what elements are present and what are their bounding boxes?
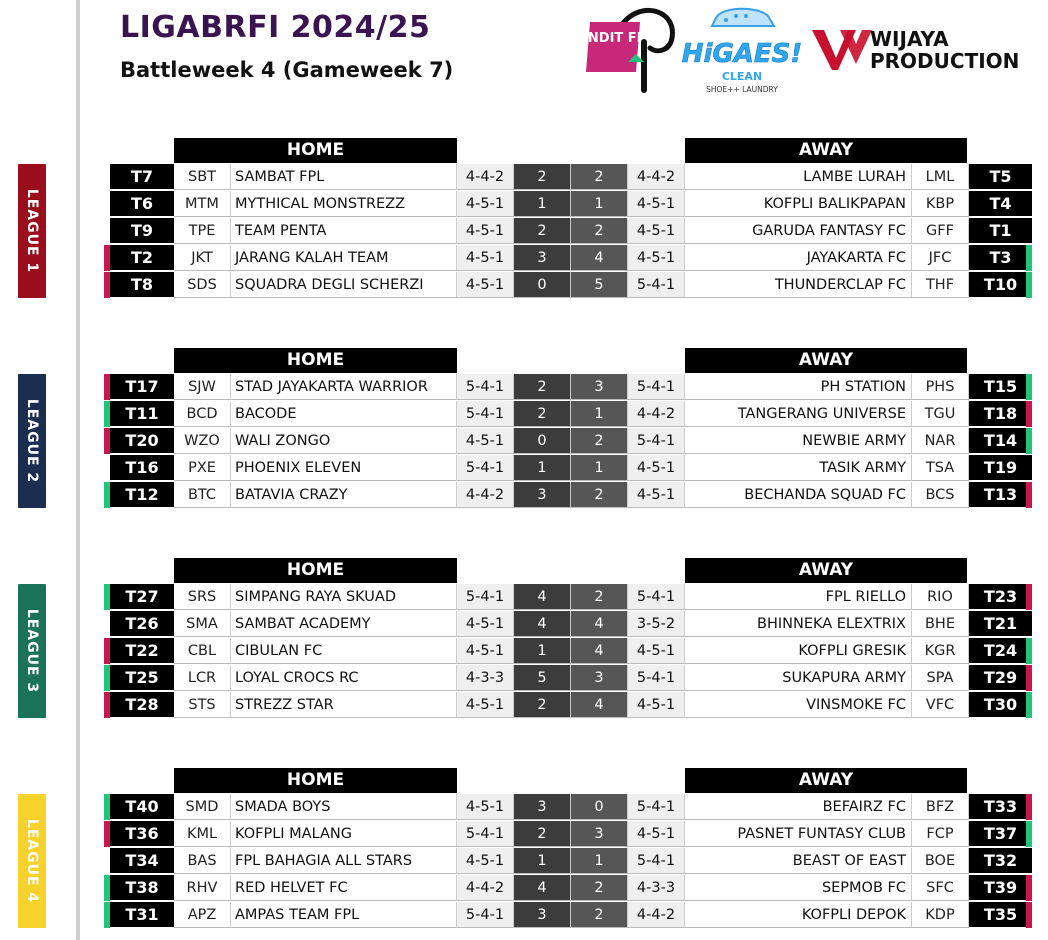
away-score: 2: [571, 584, 628, 610]
loss-marker: [1026, 665, 1032, 691]
home-team-id: T17: [110, 374, 174, 400]
home-score: 1: [514, 455, 571, 481]
home-score: 4: [514, 611, 571, 637]
away-team-id: T3: [969, 245, 1032, 271]
home-team-id: T7: [110, 164, 174, 190]
away-formation: 4-5-1: [628, 482, 685, 508]
away-team-id: T13: [969, 482, 1032, 508]
away-team-name: BEFAIRZ FC: [685, 794, 912, 820]
match-row: [110, 794, 1032, 821]
wijaya-text-2: PRODUCTION: [870, 49, 1020, 73]
match-row: [110, 374, 1032, 401]
home-team-name: RED HELVET FC: [231, 875, 457, 901]
away-team-id: T39: [969, 875, 1032, 901]
match-row: [110, 875, 1032, 902]
home-team-name: BATAVIA CRAZY: [231, 482, 457, 508]
home-score: 3: [514, 794, 571, 820]
away-formation: 4-5-1: [628, 455, 685, 481]
home-team-name: STREZZ STAR: [231, 692, 457, 718]
win-marker: [1026, 245, 1032, 271]
away-formation: 5-4-1: [628, 428, 685, 454]
home-formation: 4-4-2: [457, 164, 514, 190]
away-team-name: VINSMOKE FC: [685, 692, 912, 718]
away-team-name: BHINNEKA ELEXTRIX: [685, 611, 912, 637]
home-team-id: T16: [110, 455, 174, 481]
home-score: 2: [514, 401, 571, 427]
home-formation: 4-5-1: [457, 848, 514, 874]
away-score: 1: [571, 401, 628, 427]
win-marker: [1026, 428, 1032, 454]
home-formation: 4-5-1: [457, 638, 514, 664]
home-team-abbr: SMD: [174, 794, 231, 820]
away-team-id: T15: [969, 374, 1032, 400]
higaes-clean: CLEAN: [721, 70, 763, 83]
away-team-abbr: BOE: [912, 848, 969, 874]
away-formation: 4-5-1: [628, 218, 685, 244]
home-team-abbr: BAS: [174, 848, 231, 874]
loss-marker: [104, 374, 110, 400]
away-team-id: T4: [969, 191, 1032, 217]
pandit-fpl-logo: [569, 4, 678, 96]
win-marker: [104, 482, 110, 508]
away-formation: 4-5-1: [628, 638, 685, 664]
away-team-name: NEWBIE ARMY: [685, 428, 912, 454]
higaes-title: HiGAES!: [681, 39, 803, 69]
away-score: 0: [571, 794, 628, 820]
home-team-name: SIMPANG RAYA SKUAD: [231, 584, 457, 610]
away-header: AWAY: [685, 348, 967, 373]
home-team-name: FPL BAHAGIA ALL STARS: [231, 848, 457, 874]
home-header: HOME: [174, 348, 457, 373]
away-team-id: T32: [969, 848, 1032, 874]
away-team-name: PH STATION: [685, 374, 912, 400]
league-fixtures-table: [110, 768, 1032, 928]
win-marker: [104, 665, 110, 691]
away-score: 3: [571, 821, 628, 847]
away-team-name: LAMBE LURAH: [685, 164, 912, 190]
match-row: [110, 191, 1032, 218]
loss-marker: [104, 428, 110, 454]
win-marker: [1026, 821, 1032, 847]
away-team-abbr: NAR: [912, 428, 969, 454]
league-label-text: LEAGUE 4: [24, 818, 40, 904]
league-label: [18, 584, 46, 718]
home-formation: 4-5-1: [457, 191, 514, 217]
home-formation: 4-5-1: [457, 218, 514, 244]
home-team-id: T36: [110, 821, 174, 847]
home-formation: 4-5-1: [457, 611, 514, 637]
away-team-abbr: KDP: [912, 902, 969, 928]
home-team-id: T25: [110, 665, 174, 691]
home-team-id: T12: [110, 482, 174, 508]
home-team-id: T40: [110, 794, 174, 820]
away-team-name: JAYAKARTA FC: [685, 245, 912, 271]
away-header: AWAY: [685, 558, 967, 583]
home-score: 1: [514, 191, 571, 217]
left-divider: [76, 0, 80, 940]
away-team-id: T21: [969, 611, 1032, 637]
match-row: [110, 428, 1032, 455]
home-header: HOME: [174, 558, 457, 583]
away-team-name: PASNET FUNTASY CLUB: [685, 821, 912, 847]
home-team-name: MYTHICAL MONSTREZZ: [231, 191, 457, 217]
home-formation: 4-5-1: [457, 692, 514, 718]
home-team-name: SQUADRA DEGLI SCHERZI: [231, 272, 457, 298]
away-team-abbr: BHE: [912, 611, 969, 637]
away-team-name: KOFPLI BALIKPAPAN: [685, 191, 912, 217]
match-row: [110, 482, 1032, 509]
away-team-id: T24: [969, 638, 1032, 664]
loss-marker: [104, 245, 110, 271]
home-formation: 4-4-2: [457, 482, 514, 508]
home-team-name: JARANG KALAH TEAM: [231, 245, 457, 271]
away-score: 5: [571, 272, 628, 298]
home-team-id: T20: [110, 428, 174, 454]
match-row: [110, 848, 1032, 875]
home-score: 0: [514, 428, 571, 454]
league-fixtures-table: [110, 348, 1032, 508]
away-formation: 5-4-1: [628, 374, 685, 400]
away-team-id: T23: [969, 584, 1032, 610]
home-team-id: T9: [110, 218, 174, 244]
home-score: 2: [514, 374, 571, 400]
home-score: 4: [514, 584, 571, 610]
home-team-name: WALI ZONGO: [231, 428, 457, 454]
away-formation: 5-4-1: [628, 848, 685, 874]
home-team-abbr: BCD: [174, 401, 231, 427]
away-score: 3: [571, 665, 628, 691]
home-score: 1: [514, 638, 571, 664]
away-team-abbr: LML: [912, 164, 969, 190]
win-marker: [104, 875, 110, 901]
home-team-abbr: SJW: [174, 374, 231, 400]
home-team-name: SAMBAT FPL: [231, 164, 457, 190]
match-row: [110, 665, 1032, 692]
home-score: 5: [514, 665, 571, 691]
away-team-abbr: THF: [912, 272, 969, 298]
home-team-abbr: SMA: [174, 611, 231, 637]
league-label-text: LEAGUE 1: [24, 188, 40, 274]
home-formation: 4-5-1: [457, 794, 514, 820]
away-team-abbr: KBP: [912, 191, 969, 217]
home-score: 3: [514, 482, 571, 508]
home-formation: 5-4-1: [457, 821, 514, 847]
home-team-id: T6: [110, 191, 174, 217]
match-row: [110, 272, 1032, 299]
away-score: 4: [571, 611, 628, 637]
home-header: HOME: [174, 138, 457, 163]
away-header: AWAY: [685, 138, 967, 163]
home-formation: 5-4-1: [457, 374, 514, 400]
away-team-name: SUKAPURA ARMY: [685, 665, 912, 691]
away-team-id: T19: [969, 455, 1032, 481]
win-marker: [1026, 638, 1032, 664]
home-team-abbr: SDS: [174, 272, 231, 298]
home-team-name: AMPAS TEAM FPL: [231, 902, 457, 928]
home-formation: 5-4-1: [457, 455, 514, 481]
match-row: [110, 245, 1032, 272]
match-row: [110, 218, 1032, 245]
away-team-name: THUNDERCLAP FC: [685, 272, 912, 298]
home-team-name: STAD JAYAKARTA WARRIOR: [231, 374, 457, 400]
away-team-id: T1: [969, 218, 1032, 244]
away-score: 4: [571, 692, 628, 718]
match-row: [110, 584, 1032, 611]
home-score: 2: [514, 164, 571, 190]
away-score: 2: [571, 164, 628, 190]
away-formation: 5-4-1: [628, 794, 685, 820]
home-team-abbr: SBT: [174, 164, 231, 190]
loss-marker: [104, 638, 110, 664]
away-team-name: TANGERANG UNIVERSE: [685, 401, 912, 427]
win-marker: [1026, 272, 1032, 298]
away-formation: 4-4-2: [628, 401, 685, 427]
home-team-abbr: SRS: [174, 584, 231, 610]
away-team-name: TASIK ARMY: [685, 455, 912, 481]
home-score: 2: [514, 218, 571, 244]
page-title: LIGABRFI 2024/25: [120, 10, 431, 45]
home-formation: 4-4-2: [457, 875, 514, 901]
away-header: AWAY: [685, 768, 967, 793]
home-score: 4: [514, 875, 571, 901]
away-score: 1: [571, 848, 628, 874]
away-formation: 3-5-2: [628, 611, 685, 637]
away-team-abbr: FCP: [912, 821, 969, 847]
home-team-abbr: STS: [174, 692, 231, 718]
away-formation: 4-3-3: [628, 875, 685, 901]
home-team-id: T34: [110, 848, 174, 874]
away-team-abbr: PHS: [912, 374, 969, 400]
page-subtitle: Battleweek 4 (Gameweek 7): [120, 58, 454, 82]
match-row: [110, 902, 1032, 929]
home-score: 2: [514, 692, 571, 718]
loss-marker: [104, 692, 110, 718]
home-team-id: T22: [110, 638, 174, 664]
match-row: [110, 401, 1032, 428]
away-score: 2: [571, 482, 628, 508]
league-fixtures-table: [110, 558, 1032, 718]
home-formation: 4-3-3: [457, 665, 514, 691]
home-score: 1: [514, 848, 571, 874]
home-team-name: BACODE: [231, 401, 457, 427]
loss-marker: [1026, 902, 1032, 928]
away-team-abbr: TGU: [912, 401, 969, 427]
away-score: 4: [571, 638, 628, 664]
home-team-name: LOYAL CROCS RC: [231, 665, 457, 691]
league-label: [18, 794, 46, 928]
loss-marker: [1026, 875, 1032, 901]
home-team-name: PHOENIX ELEVEN: [231, 455, 457, 481]
home-score: 3: [514, 902, 571, 928]
home-score: 2: [514, 821, 571, 847]
win-marker: [104, 401, 110, 427]
home-team-name: KOFPLI MALANG: [231, 821, 457, 847]
home-team-abbr: JKT: [174, 245, 231, 271]
home-team-id: T28: [110, 692, 174, 718]
away-score: 2: [571, 428, 628, 454]
home-formation: 5-4-1: [457, 401, 514, 427]
away-team-id: T37: [969, 821, 1032, 847]
league-label: [18, 164, 46, 298]
away-score: 4: [571, 245, 628, 271]
home-team-abbr: WZO: [174, 428, 231, 454]
home-formation: 5-4-1: [457, 902, 514, 928]
home-team-abbr: MTM: [174, 191, 231, 217]
home-team-id: T26: [110, 611, 174, 637]
higaes-tagline: SHOE++ LAUNDRY: [706, 85, 778, 94]
win-marker: [104, 794, 110, 820]
away-team-id: T18: [969, 401, 1032, 427]
away-team-name: KOFPLI DEPOK: [685, 902, 912, 928]
home-header: HOME: [174, 768, 457, 793]
away-formation: 5-4-1: [628, 665, 685, 691]
home-team-name: CIBULAN FC: [231, 638, 457, 664]
home-team-id: T38: [110, 875, 174, 901]
higaes-logo: [681, 4, 803, 96]
home-team-id: T2: [110, 245, 174, 271]
home-formation: 4-5-1: [457, 272, 514, 298]
wijaya-production-logo: [810, 24, 1030, 74]
away-team-id: T10: [969, 272, 1032, 298]
home-score: 0: [514, 272, 571, 298]
win-marker: [104, 902, 110, 928]
match-row: [110, 638, 1032, 665]
away-team-name: BECHANDA SQUAD FC: [685, 482, 912, 508]
away-formation: 4-5-1: [628, 245, 685, 271]
league-label-text: LEAGUE 2: [24, 398, 40, 484]
home-formation: 4-5-1: [457, 245, 514, 271]
away-team-name: FPL RIELLO: [685, 584, 912, 610]
home-team-abbr: PXE: [174, 455, 231, 481]
away-score: 1: [571, 455, 628, 481]
home-team-abbr: BTC: [174, 482, 231, 508]
home-team-name: SMADA BOYS: [231, 794, 457, 820]
match-row: [110, 821, 1032, 848]
match-row: [110, 455, 1032, 482]
match-row: [110, 164, 1032, 191]
wijaya-text-1: WIJAYA: [870, 27, 949, 51]
away-formation: 5-4-1: [628, 272, 685, 298]
loss-marker: [1026, 401, 1032, 427]
home-formation: 5-4-1: [457, 584, 514, 610]
away-team-id: T29: [969, 665, 1032, 691]
pandit-logo-text: PANDIT FPL: [569, 31, 655, 46]
away-team-abbr: TSA: [912, 455, 969, 481]
match-row: [110, 611, 1032, 638]
away-team-name: KOFPLI GRESIK: [685, 638, 912, 664]
home-team-abbr: APZ: [174, 902, 231, 928]
away-score: 2: [571, 902, 628, 928]
away-team-name: SEPMOB FC: [685, 875, 912, 901]
away-team-abbr: SPA: [912, 665, 969, 691]
home-team-abbr: CBL: [174, 638, 231, 664]
away-score: 2: [571, 218, 628, 244]
league-fixtures-table: [110, 138, 1032, 298]
home-team-abbr: RHV: [174, 875, 231, 901]
away-team-abbr: RIO: [912, 584, 969, 610]
away-team-name: GARUDA FANTASY FC: [685, 218, 912, 244]
home-team-id: T8: [110, 272, 174, 298]
away-formation: 4-4-2: [628, 164, 685, 190]
away-team-id: T5: [969, 164, 1032, 190]
away-formation: 4-5-1: [628, 191, 685, 217]
home-team-id: T27: [110, 584, 174, 610]
win-marker: [104, 584, 110, 610]
away-team-abbr: SFC: [912, 875, 969, 901]
loss-marker: [1026, 584, 1032, 610]
league-label: [18, 374, 46, 508]
win-marker: [1026, 692, 1032, 718]
away-team-abbr: KGR: [912, 638, 969, 664]
home-team-abbr: KML: [174, 821, 231, 847]
league-label-text: LEAGUE 3: [24, 608, 40, 694]
home-team-name: TEAM PENTA: [231, 218, 457, 244]
win-marker: [1026, 374, 1032, 400]
away-score: 1: [571, 191, 628, 217]
away-team-abbr: JFC: [912, 245, 969, 271]
match-row: [110, 692, 1032, 719]
away-score: 3: [571, 374, 628, 400]
loss-marker: [1026, 482, 1032, 508]
away-team-name: BEAST OF EAST: [685, 848, 912, 874]
home-team-abbr: LCR: [174, 665, 231, 691]
away-formation: 4-5-1: [628, 821, 685, 847]
home-team-id: T11: [110, 401, 174, 427]
away-team-id: T14: [969, 428, 1032, 454]
away-team-abbr: GFF: [912, 218, 969, 244]
away-formation: 4-5-1: [628, 692, 685, 718]
away-score: 2: [571, 875, 628, 901]
loss-marker: [1026, 794, 1032, 820]
away-team-abbr: BCS: [912, 482, 969, 508]
away-team-abbr: VFC: [912, 692, 969, 718]
away-formation: 5-4-1: [628, 584, 685, 610]
away-team-id: T35: [969, 902, 1032, 928]
away-team-id: T30: [969, 692, 1032, 718]
loss-marker: [104, 821, 110, 847]
away-team-id: T33: [969, 794, 1032, 820]
home-team-id: T31: [110, 902, 174, 928]
away-team-abbr: BFZ: [912, 794, 969, 820]
home-formation: 4-5-1: [457, 428, 514, 454]
away-formation: 4-4-2: [628, 902, 685, 928]
home-team-abbr: TPE: [174, 218, 231, 244]
home-score: 3: [514, 245, 571, 271]
loss-marker: [104, 272, 110, 298]
home-team-name: SAMBAT ACADEMY: [231, 611, 457, 637]
